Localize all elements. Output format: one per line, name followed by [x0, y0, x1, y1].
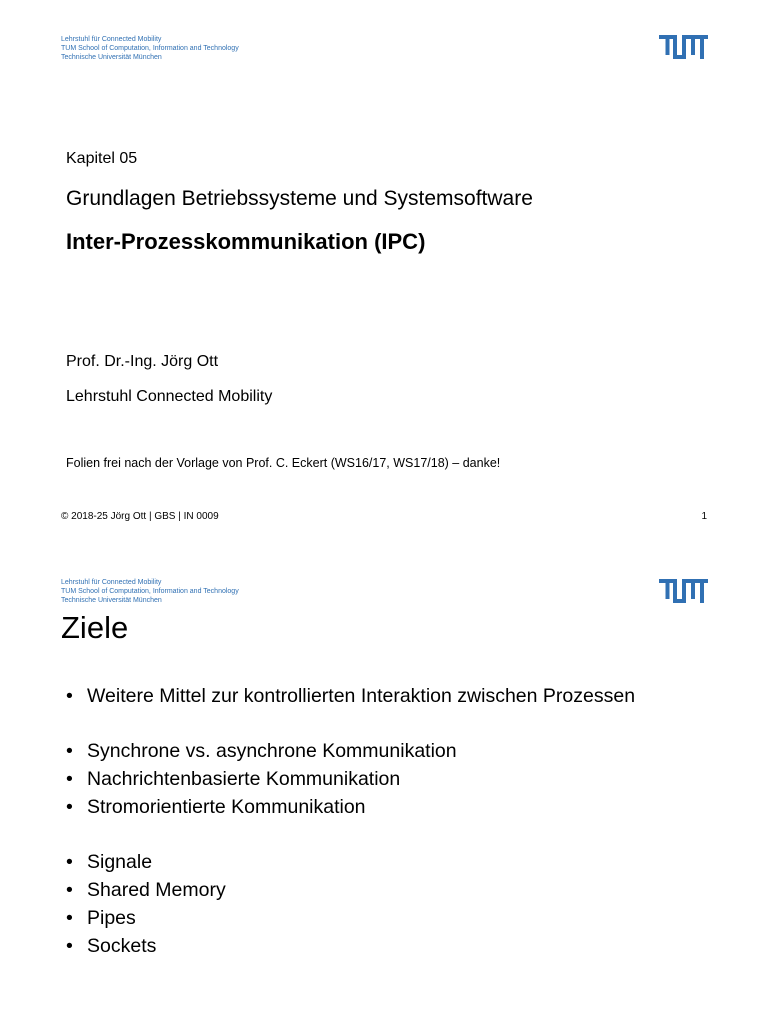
- author-name: Prof. Dr.-Ing. Jörg Ott: [66, 353, 219, 370]
- list-item: [66, 932, 686, 960]
- header-chair-line: Lehrstuhl für Connected Mobility: [61, 36, 162, 43]
- list-item-text: Weitere Mittel zur kontrollierten Interaktion zwischen Prozessen: [87, 685, 636, 707]
- tum-logo: [659, 579, 708, 603]
- list-item: [66, 737, 686, 765]
- list-item: [66, 876, 686, 904]
- list-item: [66, 765, 686, 793]
- bullet-icon: •: [66, 685, 73, 707]
- slide-header: [61, 35, 239, 62]
- header-school-line: TUM School of Computation, Information and Technology: [61, 45, 239, 52]
- list-item-text: Shared Memory: [87, 879, 226, 901]
- slide-title: Ziele: [61, 610, 129, 645]
- chair-name: Lehrstuhl Connected Mobility: [66, 388, 273, 405]
- header-school-line: TUM School of Computation, Information and Technology: [61, 588, 239, 595]
- header-university-line: Technische Universität München: [61, 597, 162, 604]
- bullet-icon: •: [66, 768, 73, 790]
- list-item-text: Pipes: [87, 907, 136, 929]
- header-chair-line: Lehrstuhl für Connected Mobility: [61, 579, 162, 586]
- bullet-icon: •: [66, 851, 73, 873]
- bullet-icon: •: [66, 935, 73, 957]
- bullet-icon: •: [66, 740, 73, 762]
- slide-footer: © 2018-25 Jörg Ott | GBS | IN 0009: [61, 511, 219, 522]
- goals-slide: [0, 542, 768, 1024]
- goals-list: [66, 682, 686, 960]
- slide-title: Inter-Prozesskommunikation (IPC): [66, 229, 426, 254]
- list-item-text: Nachrichtenbasierte Kommunikation: [87, 768, 401, 790]
- bullet-icon: •: [66, 796, 73, 818]
- page-number: 1: [701, 511, 707, 522]
- list-item: [66, 904, 686, 932]
- list-item-text: Sockets: [87, 935, 157, 957]
- credits-note: Folien frei nach der Vorlage von Prof. C. Eckert (WS16/17, WS17/18) – danke!: [66, 456, 501, 470]
- list-item: [66, 682, 686, 710]
- header-university-line: Technische Universität München: [61, 54, 162, 61]
- list-item-text: Synchrone vs. asynchrone Kommunikation: [87, 740, 457, 762]
- tum-logo: [659, 35, 708, 59]
- list-item: [66, 793, 686, 821]
- slide-header: [61, 578, 239, 605]
- bullet-icon: •: [66, 907, 73, 929]
- list-item-text: Signale: [87, 851, 153, 873]
- bullet-icon: •: [66, 879, 73, 901]
- chapter-label: Kapitel 05: [66, 150, 138, 167]
- course-title: Grundlagen Betriebssysteme und Systemsoftware: [66, 187, 533, 210]
- list-item-text: Stromorientierte Kommunikation: [87, 796, 366, 818]
- list-item: [66, 848, 686, 876]
